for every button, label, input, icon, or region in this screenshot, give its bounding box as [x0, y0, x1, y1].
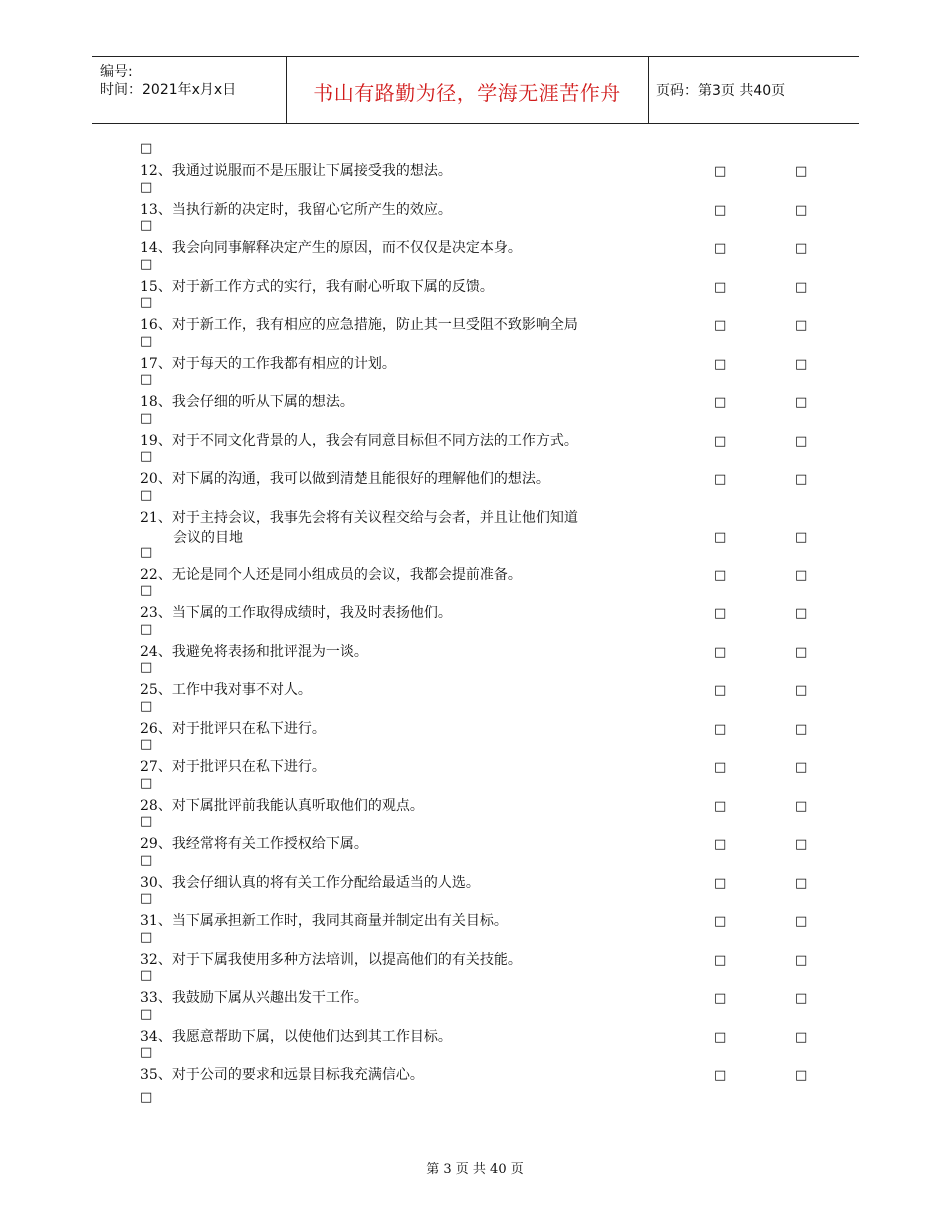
checkbox[interactable]: □	[140, 737, 153, 752]
questionnaire-list	[140, 140, 830, 1083]
option-checkbox-b[interactable]: □	[795, 606, 808, 621]
option-checkbox-b[interactable]: □	[795, 991, 808, 1006]
option-checkbox-b[interactable]: □	[795, 1068, 808, 1083]
question-item	[140, 967, 830, 1006]
question-item	[140, 621, 830, 660]
option-checkbox-a[interactable]: □	[714, 472, 727, 487]
header-motto-cell	[286, 57, 649, 123]
option-checkbox-b[interactable]: □	[795, 683, 808, 698]
time-label: 时间：2021年x月x日	[100, 82, 237, 98]
option-checkbox-b[interactable]: □	[795, 721, 808, 737]
option-checkbox-a[interactable]: □	[714, 606, 727, 621]
header-meta-cell	[92, 57, 287, 123]
option-checkbox-a[interactable]: □	[714, 318, 727, 333]
option-checkbox-a[interactable]: □	[714, 837, 727, 852]
question-item	[140, 448, 830, 487]
option-checkbox-b[interactable]: □	[795, 164, 808, 179]
option-checkbox-b[interactable]: □	[795, 529, 808, 545]
question-line: 14、我会向同事解释决定产生的原因，而不仅仅是决定本身。	[140, 240, 522, 256]
question-line: 21、对于主持会议，我事先会将有关议程交给与会者，并且让他们知道	[140, 509, 578, 526]
option-checkbox-a[interactable]: □	[714, 1029, 727, 1045]
option-checkbox-b[interactable]: □	[795, 914, 808, 929]
question-item	[140, 333, 830, 372]
question-line: 12、我通过说服而不是压服让下属接受我的想法。	[140, 163, 452, 179]
checkbox[interactable]: □	[140, 410, 153, 426]
question-line: 25、工作中我对事不对人。	[140, 682, 312, 698]
option-checkbox-a[interactable]: □	[714, 914, 727, 929]
option-checkbox-a[interactable]: □	[714, 875, 727, 891]
checkbox[interactable]: □	[140, 1006, 153, 1022]
question-continuation: 会议的目地	[173, 529, 243, 546]
question-line: 35、对于公司的要求和远景目标我充满信心。	[140, 1067, 424, 1083]
checkbox[interactable]: □	[140, 929, 153, 945]
checkbox[interactable]: □	[140, 141, 153, 156]
question-item	[140, 487, 830, 544]
option-checkbox-a[interactable]: □	[714, 683, 727, 698]
question-item	[140, 410, 830, 449]
question-line: 19、对于不同文化背景的人，我会有同意目标但不同方法的工作方式。	[140, 432, 578, 449]
question-item	[140, 890, 830, 929]
option-checkbox-a[interactable]: □	[714, 529, 727, 545]
option-checkbox-b[interactable]: □	[795, 798, 808, 814]
question-line: 20、对下属的沟通，我可以做到清楚且能很好的理解他们的想法。	[140, 471, 550, 487]
question-item	[140, 736, 830, 775]
option-checkbox-a[interactable]: □	[714, 395, 727, 410]
option-checkbox-b[interactable]: □	[795, 279, 808, 295]
option-checkbox-a[interactable]: □	[714, 279, 727, 295]
question-line: 18、我会仔细的听从下属的想法。	[140, 394, 354, 410]
option-checkbox-b[interactable]: □	[795, 241, 808, 256]
question-text	[140, 508, 578, 548]
question-item	[140, 929, 830, 968]
option-checkbox-b[interactable]: □	[795, 875, 808, 891]
checkbox[interactable]: □	[140, 660, 153, 675]
header-page-cell	[648, 57, 859, 123]
checkbox[interactable]: □	[140, 295, 153, 310]
option-checkbox-a[interactable]: □	[714, 241, 727, 256]
question-line: 28、对下属批评前我能认真听取他们的观点。	[140, 797, 424, 814]
question-line: 13、当执行新的决定时，我留心它所产生的效应。	[140, 201, 452, 218]
question-item	[140, 1044, 830, 1083]
option-checkbox-a[interactable]: □	[714, 760, 727, 775]
checkbox[interactable]: □	[140, 775, 153, 791]
checkbox[interactable]: □	[140, 814, 153, 829]
question-line: 34、我愿意帮助下属，以使他们达到其工作目标。	[140, 1028, 452, 1045]
checkbox[interactable]: □	[140, 179, 153, 195]
code-label: 编号:	[100, 64, 133, 80]
question-line: 23、当下属的工作取得成绩时，我及时表扬他们。	[140, 605, 452, 621]
checkbox[interactable]: □	[140, 372, 153, 387]
checkbox[interactable]: □	[140, 621, 153, 637]
option-checkbox-b[interactable]: □	[795, 202, 808, 218]
checkbox[interactable]: □	[140, 449, 153, 464]
option-checkbox-b[interactable]: □	[795, 1029, 808, 1045]
question-item	[140, 544, 830, 583]
option-checkbox-a[interactable]: □	[714, 952, 727, 968]
question-item	[140, 852, 830, 891]
motto-text: 书山有路勤为径，学海无涯苦作舟	[313, 81, 621, 105]
question-line: 32、对于下属我使用多种方法培训，以提高他们的有关技能。	[140, 951, 522, 968]
question-line: 31、当下属承担新工作时，我同其商量并制定出有关目标。	[140, 913, 508, 929]
question-item	[140, 140, 830, 179]
option-checkbox-a[interactable]: □	[714, 356, 727, 372]
question-item	[140, 582, 830, 621]
option-checkbox-b[interactable]: □	[795, 356, 808, 372]
question-line: 22、无论是同个人还是同小组成员的会议，我都会提前准备。	[140, 566, 522, 583]
option-checkbox-a[interactable]: □	[714, 433, 727, 449]
question-item	[140, 659, 830, 698]
option-checkbox-b[interactable]: □	[795, 472, 808, 487]
question-line: 29、我经常将有关工作授权给下属。	[140, 836, 368, 852]
question-line: 24、我避免将表扬和批评混为一谈。	[140, 643, 368, 660]
question-item	[140, 775, 830, 814]
question-line: 33、我鼓励下属从兴趣出发干工作。	[140, 990, 368, 1006]
question-line: 26、对于批评只在私下进行。	[140, 720, 326, 737]
option-checkbox-b[interactable]: □	[795, 760, 808, 775]
page-footer: 第 3 页 共 40 页	[426, 1162, 524, 1177]
question-line: 16、对于新工作，我有相应的应急措施，防止其一旦受阻不致影响全局	[140, 317, 578, 333]
option-checkbox-b[interactable]: □	[795, 318, 808, 333]
option-checkbox-b[interactable]: □	[795, 644, 808, 660]
question-text	[140, 1065, 424, 1085]
option-checkbox-b[interactable]: □	[795, 837, 808, 852]
option-checkbox-b[interactable]: □	[795, 395, 808, 410]
question-item	[140, 1006, 830, 1045]
option-checkbox-b[interactable]: □	[795, 567, 808, 583]
question-item	[140, 256, 830, 295]
option-checkbox-a[interactable]: □	[714, 164, 727, 179]
header-page-info: 页码：第3页 共40页	[656, 83, 786, 99]
question-item	[140, 813, 830, 852]
checkbox[interactable]: □	[140, 1045, 153, 1060]
checkbox[interactable]: □	[140, 544, 153, 560]
checkbox[interactable]: □	[140, 256, 153, 272]
checkbox[interactable]: □	[140, 968, 153, 983]
option-checkbox-a[interactable]: □	[714, 721, 727, 737]
question-line: 27、对于批评只在私下进行。	[140, 759, 326, 775]
checkbox[interactable]: □	[140, 583, 153, 598]
question-item	[140, 294, 830, 333]
checkbox[interactable]: □	[140, 852, 153, 868]
option-checkbox-a[interactable]: □	[714, 798, 727, 814]
question-item	[140, 217, 830, 256]
checkbox[interactable]: □	[140, 333, 153, 349]
checkbox[interactable]: □	[140, 891, 153, 906]
checkbox[interactable]: □	[140, 218, 153, 233]
question-line: 15、对于新工作方式的实行，我有耐心听取下属的反馈。	[140, 278, 494, 295]
option-checkbox-a[interactable]: □	[714, 991, 727, 1006]
option-checkbox-a[interactable]: □	[714, 644, 727, 660]
checkbox[interactable]: □	[140, 1090, 153, 1105]
checkbox[interactable]: □	[140, 487, 153, 503]
option-checkbox-b[interactable]: □	[795, 952, 808, 968]
question-line: 30、我会仔细认真的将有关工作分配给最适当的人选。	[140, 874, 480, 891]
question-item	[140, 179, 830, 218]
option-checkbox-a[interactable]: □	[714, 567, 727, 583]
checkbox[interactable]: □	[140, 698, 153, 714]
option-checkbox-a[interactable]: □	[714, 1068, 727, 1083]
question-item	[140, 371, 830, 410]
option-checkbox-b[interactable]: □	[795, 433, 808, 449]
option-checkbox-a[interactable]: □	[714, 202, 727, 218]
question-item	[140, 698, 830, 737]
question-line: 17、对于每天的工作我都有相应的计划。	[140, 355, 396, 372]
page-header	[92, 56, 859, 124]
